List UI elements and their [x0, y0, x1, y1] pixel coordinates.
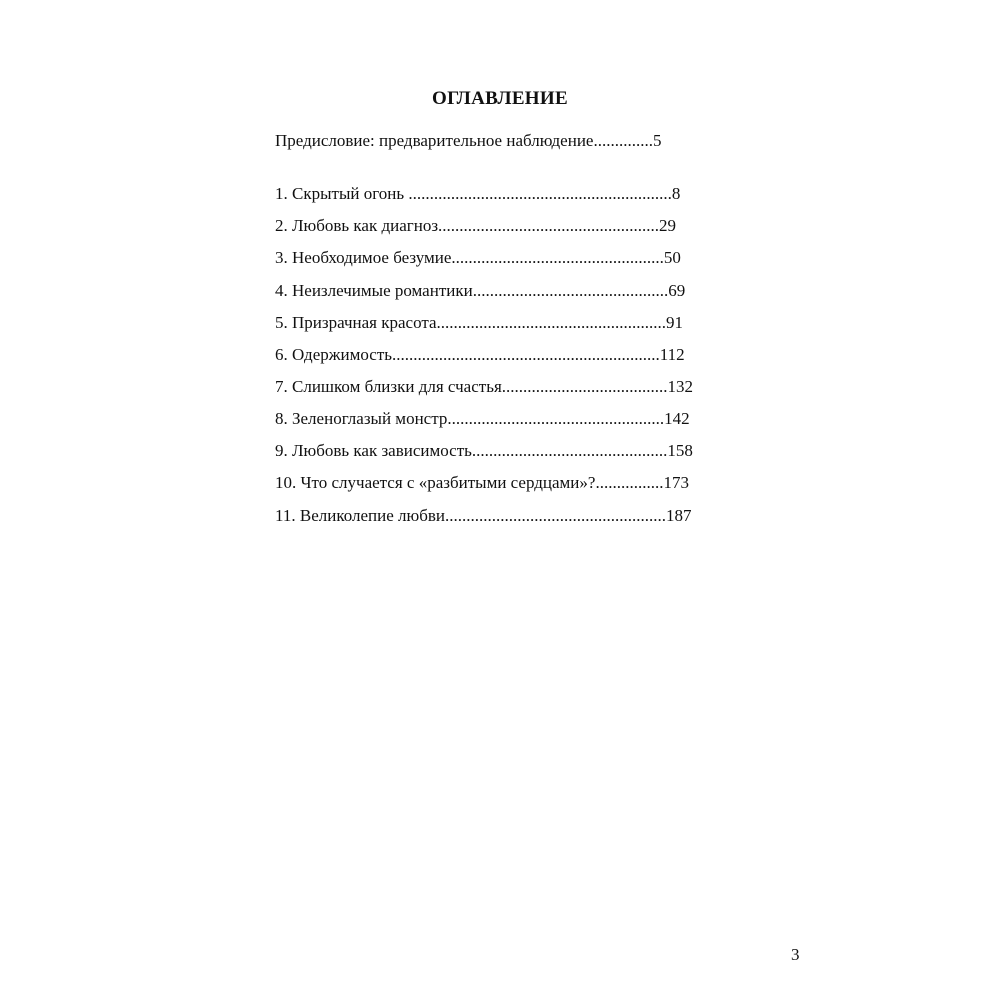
toc-entry-3: 3. Необходимое безумие..................................................50: [275, 248, 681, 267]
toc-entry-6: 6. Одержимость...............................................................112: [275, 345, 685, 364]
page-number: 3: [791, 945, 800, 964]
toc-entry-5: 5. Призрачная красота......................................................91: [275, 313, 684, 332]
toc-entry-preface: Предисловие: предварительное наблюдение..............5: [275, 131, 662, 150]
toc-entry-9: 9. Любовь как зависимость..............................................158: [275, 441, 693, 460]
toc-entry-11: 11. Великолепие любви....................................................187: [275, 506, 692, 525]
toc-entry-8: 8. Зеленоглазый монстр...................................................142: [275, 409, 690, 428]
toc-entry-7: 7. Слишком близки для счастья.......................................132: [275, 377, 694, 396]
toc-entry-4: 4. Неизлечимые романтики..............................................69: [275, 281, 686, 300]
toc-entry-1: 1. Скрытый огонь ..............................................................8: [275, 184, 681, 203]
toc-title: ОГЛАВЛЕНИЕ: [432, 88, 568, 109]
toc-entry-10: 10. Что случается с «разбитыми сердцами»?................173: [275, 473, 689, 492]
toc-entry-2: 2. Любовь как диагноз....................................................29: [275, 216, 677, 235]
